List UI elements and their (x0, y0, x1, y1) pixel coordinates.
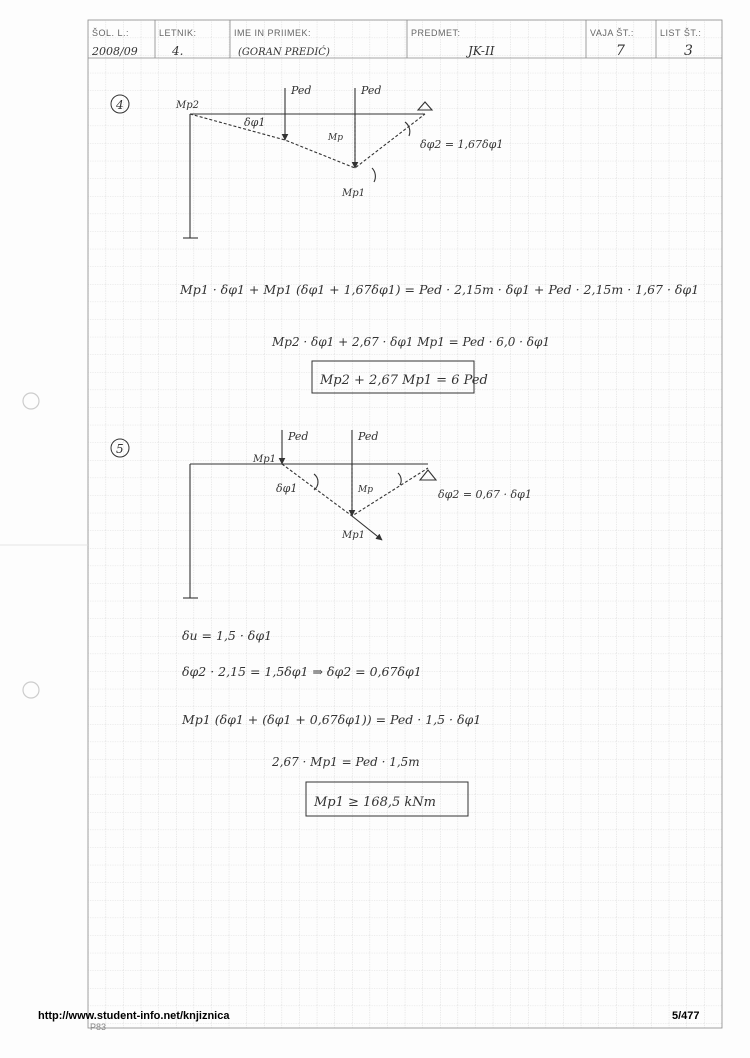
section-5-equation-2: δφ2 · 2,15 = 1,5δφ1 ⇒ δφ2 = 0,67δφ1 (182, 664, 422, 679)
section-4-load-2: Ped (361, 84, 382, 97)
footer-page-number: 5/477 (672, 1010, 700, 1022)
section-5-load-2: Ped (358, 430, 379, 443)
header-label-letnik: LETNIK: (159, 28, 197, 38)
section-4-equation-3: Mp2 + 2,67 Mp1 = 6 Ped (320, 373, 488, 388)
section-4-equation-2: Mp2 · δφ1 + 2,67 · δφ1 Mp1 = Ped · 6,0 · δφ1 (272, 335, 551, 349)
section-5-mp-left: Mp1 (253, 454, 277, 465)
header-label-list: LIST ŠT.: (660, 28, 702, 38)
section-5-delta1: δφ1 (276, 482, 298, 495)
section-5-number: 5 (116, 442, 124, 456)
section-5-mp-mid: Mp1 (342, 530, 366, 541)
header-value-predmet: JK-II (468, 44, 495, 58)
footer-form-code: P83 (90, 1022, 107, 1032)
header-label-ime: IME IN PRIIMEK: (234, 28, 312, 38)
punch-hole-bottom (23, 682, 39, 698)
footer-url[interactable]: http://www.student-info.net/knjiznica (38, 1010, 230, 1022)
header-label-predmet: PREDMET: (411, 28, 461, 38)
section-4-equation-1: Mp1 · δφ1 + Mp1 (δφ1 + 1,67δφ1) = Ped · 2,15m · δφ1 + Ped · 2,15m · 1,67 · δφ1 (180, 282, 700, 297)
section-5-equation-3: Mp1 (δφ1 + (δφ1 + 0,67δφ1)) = Ped · 1,5 · δφ1 (182, 712, 482, 727)
section-4-mp-mid: Mp1 (342, 188, 366, 199)
section-5-equation-5: Mp1 ≥ 168,5 kNm (314, 795, 436, 810)
section-4-number: 4 (116, 98, 124, 112)
header-label-vaja: VAJA ŠT.: (590, 28, 634, 38)
grid-area (88, 20, 722, 1028)
section-4-load-1: Ped (291, 84, 312, 97)
section-4-mp-label: Mp (328, 133, 343, 143)
header-value-ime: (GORAN PREDIĆ) (238, 47, 330, 58)
header-value-vaja: 7 (616, 43, 625, 59)
header-value-sol: 2008/09 (92, 45, 138, 58)
section-5-equation-1: δu = 1,5 · δφ1 (182, 628, 273, 643)
section-4-delta2: δφ2 = 1,67δφ1 (420, 138, 504, 151)
section-5-delta2: δφ2 = 0,67 · δφ1 (438, 488, 532, 501)
section-5-equation-4: 2,67 · Mp1 = Ped · 1,5m (272, 755, 420, 769)
header-value-list: 3 (684, 43, 693, 59)
section-5-mp-label: Mp (358, 485, 373, 495)
section-4-delta1: δφ1 (244, 116, 266, 129)
punch-hole-top (23, 393, 39, 409)
header-value-letnik: 4. (172, 44, 184, 58)
section-5-load-1: Ped (288, 430, 309, 443)
section-4-mp-left: Mp2 (176, 100, 200, 111)
header-label-sol: ŠOL. L.: (92, 28, 130, 38)
